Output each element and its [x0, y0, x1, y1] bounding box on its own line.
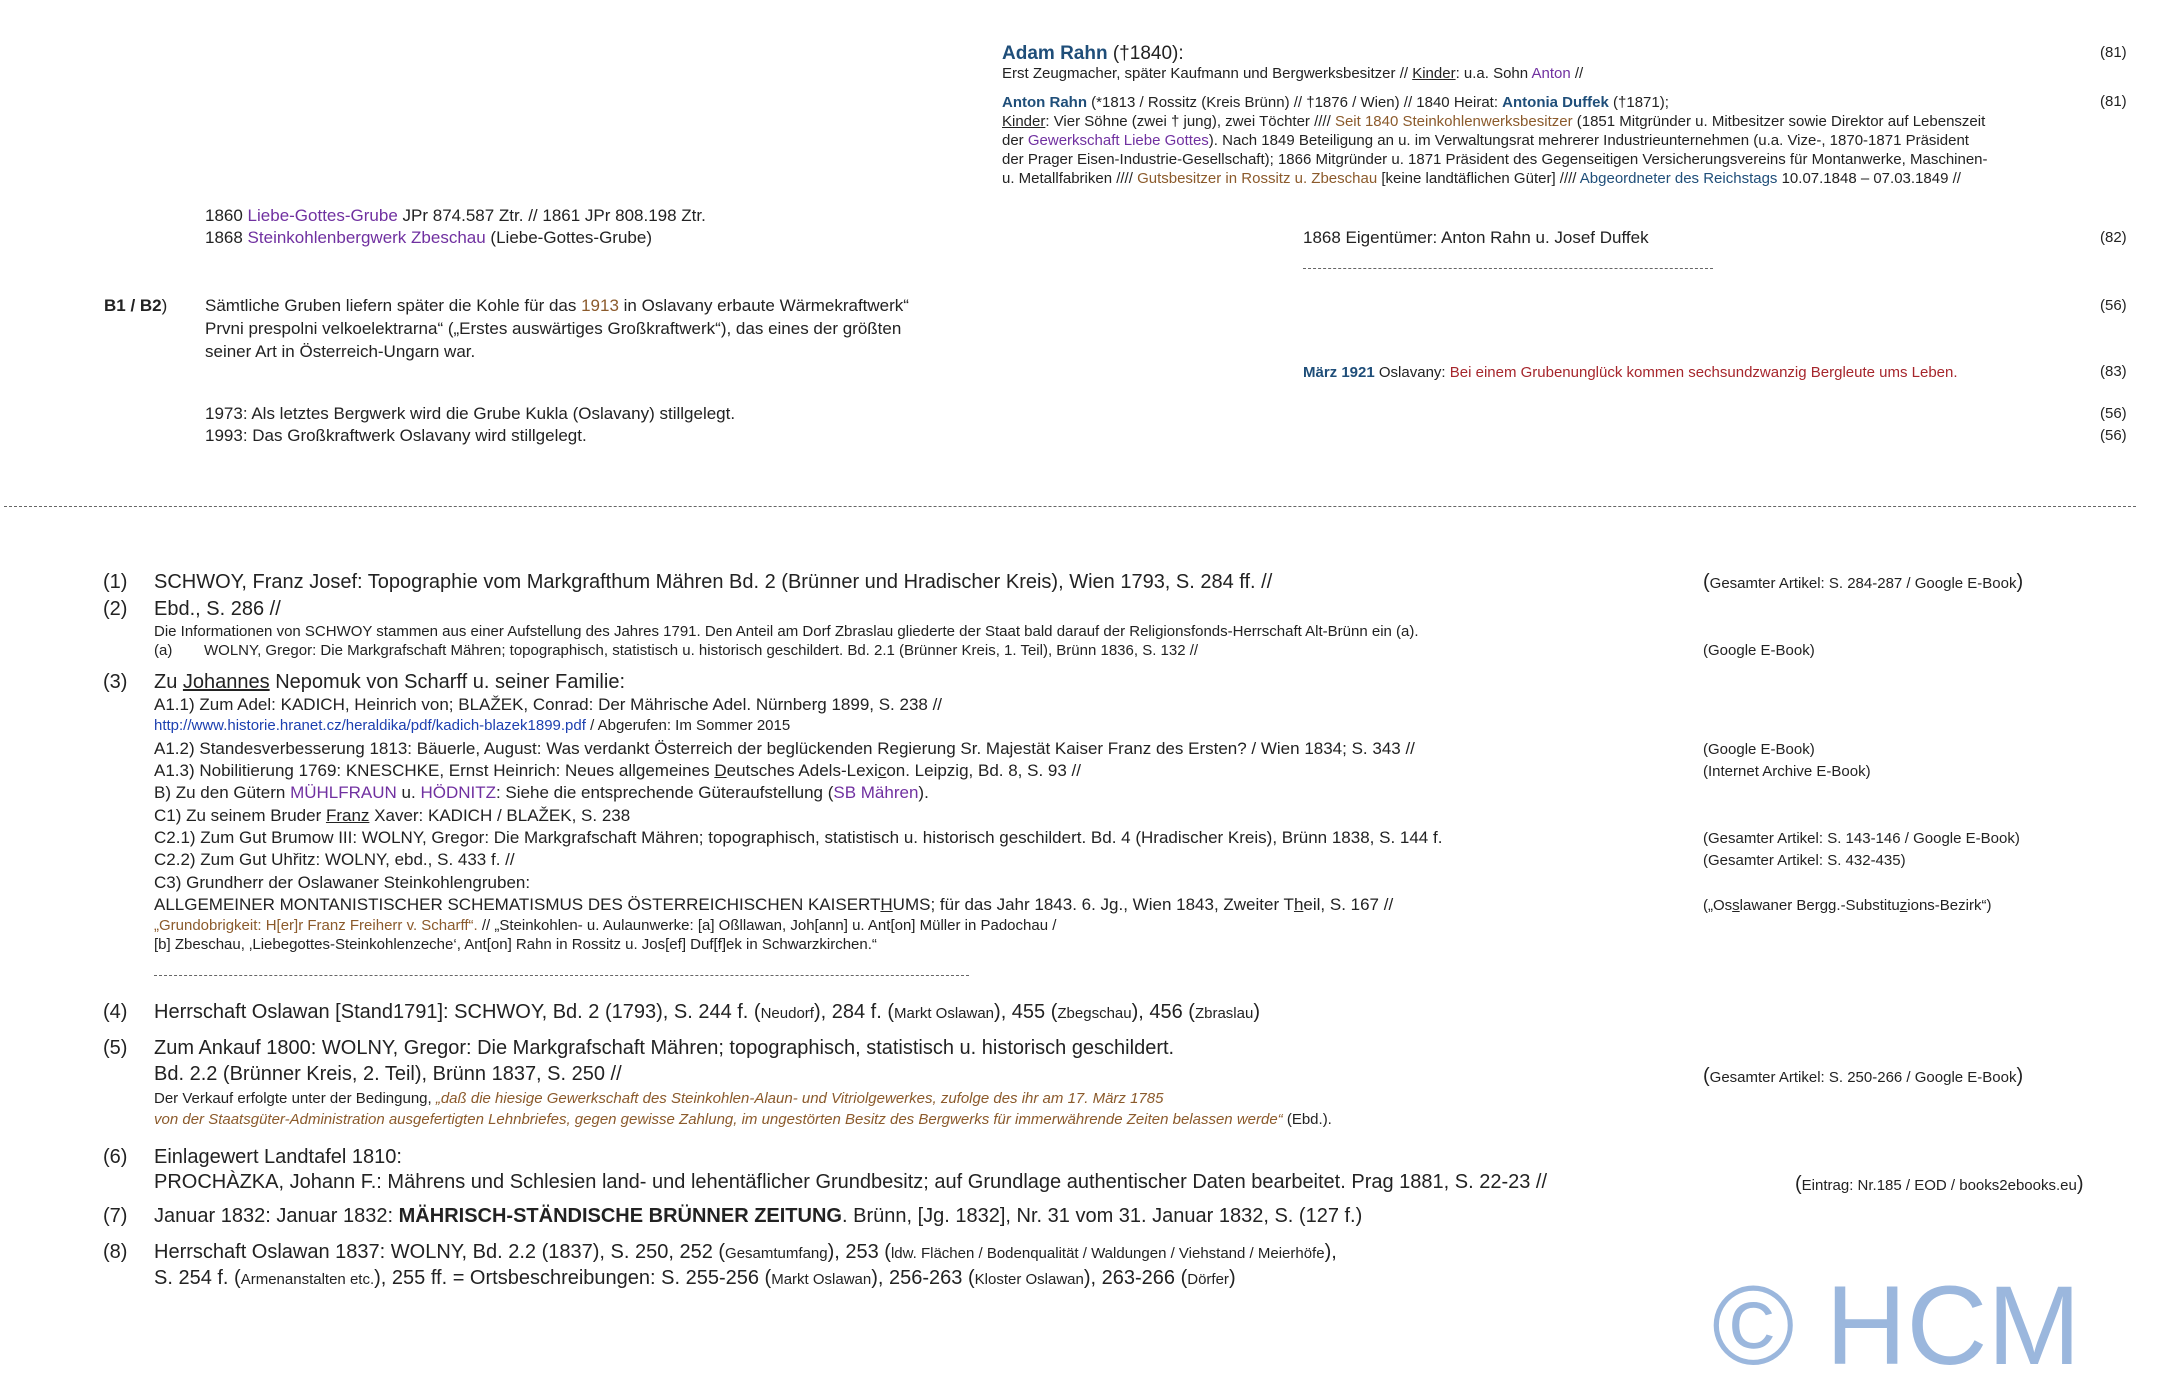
- ref-number-81b: (81): [2100, 93, 2127, 110]
- note-3-link-line: http://www.historie.hranet.cz/heraldika/pdf/kadich-blazek1899.pdf / Abgerufen: Im Sommer 2015: [154, 717, 791, 734]
- ref-number-56c: (56): [2100, 427, 2127, 444]
- note-5-sub1: Der Verkauf erfolgte unter der Bedingung, „daß die hiesige Gewerkschaft des Steinkohlen-Alaun- und Vitriolgewerkes, zufolge des ihr am 17. März 1785: [154, 1090, 1164, 1107]
- note-number-8: (8): [103, 1241, 128, 1263]
- note-3-c22: C2.2) Zum Gut Uhřitz: WOLNY, ebd., S. 433 f. //: [154, 850, 515, 869]
- note-6-source: (Eintrag: Nr.185 / EOD / books2ebooks.eu): [1795, 1173, 2084, 1195]
- note-1-source: (Gesamter Artikel: S. 284-287 / Google E-Book): [1703, 571, 2024, 593]
- line-1993: 1993: Das Großkraftwerk Oslavany wird stillgelegt.: [205, 426, 587, 445]
- adam-rahn-heading: Adam Rahn (†1840):: [1002, 43, 1184, 64]
- note-5-source: (Gesamter Artikel: S. 250-266 / Google E-Book): [1703, 1065, 2024, 1087]
- note-1-text: SCHWOY, Franz Josef: Topographie vom Markgrafthum Mähren Bd. 2 (Brünner und Hradischer Kreis), Wien 1793, S. 284 ff. //: [154, 571, 1273, 593]
- line-1868: 1868 Steinkohlenbergwerk Zbeschau (Liebe-Gottes-Grube): [205, 228, 652, 247]
- anton-rahn-line5: u. Metallfabriken //// Gutsbesitzer in Rossitz u. Zbeschau [keine landtäflichen Güter] //// Abgeordneter des Reichstags 10.07.1848 – 07.03.1849 //: [1002, 170, 1961, 187]
- power-plant-line1: Sämtliche Gruben liefern später die Kohle für das 1913 in Oslavany erbaute Wärmekraftwerk“: [205, 296, 909, 315]
- note-5-line1: Zum Ankauf 1800: WOLNY, Gregor: Die Markgrafschaft Mähren; topographisch, statistisch u. historisch geschildert.: [154, 1037, 1175, 1059]
- note-number-7: (7): [103, 1205, 128, 1227]
- march-1921-accident: März 1921 Oslavany: Bei einem Grubenunglück kommen sechsundzwanzig Bergleute ums Leben.: [1303, 364, 1958, 381]
- copyright-watermark: © HCM: [1712, 1263, 2081, 1388]
- note-3-heading: Zu Johannes Nepomuk von Scharff u. seiner Familie:: [154, 671, 625, 693]
- anton-rahn-line3: der Gewerkschaft Liebe Gottes). Nach 1849 Beteiligung an u. im Verwaltungsrat mehrerer Industrieunternehmen (u.a. Vize-, 1870-1871 Präsident: [1002, 132, 1969, 149]
- note-3-a12-source: (Google E-Book): [1703, 741, 1815, 758]
- note-6-line2: PROCHÀZKA, Johann F.: Mährens und Schlesien land- und lehentäflicher Grundbesitz; auf Grundlage authentischer Daten bearbeitet. Prag 1881, S. 22-23 //: [154, 1171, 1548, 1193]
- adam-rahn-desc: Erst Zeugmacher, später Kaufmann und Bergwerksbesitzer // Kinder: u.a. Sohn Anton //: [1002, 65, 1584, 82]
- note-number-1: (1): [103, 571, 128, 593]
- note-4-text: Herrschaft Oslawan [Stand1791]: SCHWOY, Bd. 2 (1793), S. 244 f. (Neudorf), 284 f. (Markt Oslawan), 455 (Zbegschau), 456 (Zbraslau): [154, 1001, 1260, 1023]
- note-3-schematismus-source: („Osslawaner Bergg.-Substituzions-Bezirk“): [1703, 897, 1992, 914]
- note-6-line1: Einlagewert Landtafel 1810:: [154, 1146, 402, 1168]
- power-plant-line2: Prvni prespolni velkoelektrarna“ („Erstes auswärtiges Großkraftwerk“), das eines der größten: [205, 319, 902, 338]
- note-2-a-label: (a): [154, 642, 173, 659]
- note-3-a13-source: (Internet Archive E-Book): [1703, 763, 1871, 780]
- note-8-line2: S. 254 f. (Armenanstalten etc.), 255 ff. = Ortsbeschreibungen: S. 255-256 (Markt Oslawan), 256-263 (Kloster Oslawan), 263-266 (Dörfer): [154, 1267, 1236, 1289]
- note-3-quote2: [b] Zbeschau, ‚Liebegottes-Steinkohlenzeche‘, Ant[on] Rahn in Rossitz u. Jos[ef] Duf[f]ek in Schwarzkirchen.“: [154, 936, 877, 953]
- note-5-sub2: von der Staatsgüter-Administration ausgefertigten Lehnbriefes, gegen gewisse Zahlung, im ungestörten Besitz des Bergwerks für immerwährende Zeiten belassen werde“ (Ebd.).: [154, 1111, 1332, 1128]
- note-5-line2: Bd. 2.2 (Brünner Kreis, 2. Teil), Brünn 1837, S. 250 //: [154, 1063, 622, 1085]
- line-1860: 1860 Liebe-Gottes-Grube JPr 874.587 Ztr. // 1861 JPr 808.198 Ztr.: [205, 206, 706, 225]
- ref-number-81a: (81): [2100, 44, 2127, 61]
- note-number-3: (3): [103, 671, 128, 693]
- note-number-6: (6): [103, 1146, 128, 1168]
- note-number-4: (4): [103, 1001, 128, 1023]
- divider-short: [1303, 268, 1713, 269]
- note-8-line1: Herrschaft Oslawan 1837: WOLNY, Bd. 2.2 (1837), S. 250, 252 (Gesamtumfang), 253 (ldw. Flächen / Bodenqualität / Waldungen / Viehstand / Meierhöfe),: [154, 1241, 1337, 1263]
- note-3-c1: C1) Zu seinem Bruder Franz Xaver: KADICH / BLAŽEK, S. 238: [154, 806, 631, 825]
- note-3-schematismus: ALLGEMEINER MONTANISTISCHER SCHEMATISMUS DES ÖSTERREICHISCHEN KAISERTHUMS; für das Jahr 1843. 6. Jg., Wien 1843, Zweiter Theil, S. 167 //: [154, 895, 1394, 914]
- note-3-c21: C2.1) Zum Gut Brumow III: WOLNY, Gregor: Die Markgrafschaft Mähren; topographisch, statistisch u. historisch geschildert. Bd. 4 (Hradischer Kreis), Brünn 1838, S. 144 f.: [154, 828, 1443, 847]
- anton-rahn-line1: Anton Rahn (*1813 / Rossitz (Kreis Brünn) // †1876 / Wien) // 1840 Heirat: Antonia Duffek (†1871);: [1002, 94, 1669, 111]
- line-1973: 1973: Als letztes Bergwerk wird die Grube Kukla (Oslavany) stillgelegt.: [205, 404, 736, 423]
- note-3-c21-source: (Gesamter Artikel: S. 143-146 / Google E-Book): [1703, 830, 2020, 847]
- note-number-5: (5): [103, 1037, 128, 1059]
- kadich-blazek-link[interactable]: http://www.historie.hranet.cz/heraldika/pdf/kadich-blazek1899.pdf: [154, 717, 586, 734]
- ref-number-82: (82): [2100, 229, 2127, 246]
- note-3-c3: C3) Grundherr der Oslawaner Steinkohlengruben:: [154, 873, 531, 892]
- note-2-sub: Die Informationen von SCHWOY stammen aus einer Aufstellung des Jahres 1791. Den Anteil am Dorf Zbraslau gliederte der Staat bald darauf der Religionsfonds-Herrschaft Alt-Brünn ein (a).: [154, 623, 1419, 640]
- divider-main: [4, 506, 2136, 507]
- note-2-text: Ebd., S. 286 //: [154, 598, 281, 620]
- section-b1-b2: B1 / B2): [104, 296, 168, 315]
- note-3-a13: A1.3) Nobilitierung 1769: KNESCHKE, Ernst Heinrich: Neues allgemeines Deutsches Adels-Lexicon. Leipzig, Bd. 8, S. 93 //: [154, 761, 1081, 780]
- note-3-quote1: „Grundobrigkeit: H[er]r Franz Freiherr v. Scharff“. // „Steinkohlen- u. Aulaunwerke: [a] Oßllawan, Joh[ann] u. Ant[on] Müller in Padochau /: [154, 917, 1057, 934]
- note-7-text: Januar 1832: Januar 1832: MÄHRISCH-STÄNDISCHE BRÜNNER ZEITUNG. Brünn, [Jg. 1832], Nr. 31 vom 31. Januar 1832, S. (127 f.): [154, 1205, 1363, 1227]
- note-number-2: (2): [103, 598, 128, 620]
- ref-number-56b: (56): [2100, 405, 2127, 422]
- anton-rahn-line4: der Prager Eisen-Industrie-Gesellschaft); 1866 Mitgründer u. 1871 Präsident des Gegenseitigen Versicherungsvereins für Montanwerke, Maschinen-: [1002, 151, 1988, 168]
- note-2-a-text: WOLNY, Gregor: Die Markgrafschaft Mähren; topographisch, statistisch u. historisch geschildert. Bd. 2.1 (Brünner Kreis, 1. Teil), Brünn 1836, S. 132 //: [204, 642, 1199, 659]
- note-3-a11: A1.1) Zum Adel: KADICH, Heinrich von; BLAŽEK, Conrad: Der Mährische Adel. Nürnberg 1899, S. 238 //: [154, 695, 943, 714]
- note-3-a12: A1.2) Standesverbesserung 1813: Bäuerle, August: Was verdankt Österreich der beglückenden Regierung Sr. Majestät Kaiser Franz des Ersten? / Wien 1834; S. 343 //: [154, 739, 1415, 758]
- divider-note-3: [154, 975, 969, 976]
- note-3-c22-source: (Gesamter Artikel: S. 432-435): [1703, 852, 1906, 869]
- power-plant-line3: seiner Art in Österreich-Ungarn war.: [205, 342, 476, 361]
- note-3-b: B) Zu den Gütern MÜHLFRAUN u. HÖDNITZ: Siehe die entsprechende Güteraufstellung (SB Mähren).: [154, 783, 929, 802]
- ref-number-56a: (56): [2100, 297, 2127, 314]
- owner-1868: 1868 Eigentümer: Anton Rahn u. Josef Duffek: [1303, 228, 1649, 247]
- ref-number-83: (83): [2100, 363, 2127, 380]
- note-2-source: (Google E-Book): [1703, 642, 1815, 659]
- anton-rahn-line2: Kinder: Vier Söhne (zwei † jung), zwei Töchter //// Seit 1840 Steinkohlenwerksbesitzer (1851 Mitgründer u. Mitbesitzer sowie Direktor auf Lebenszeit: [1002, 113, 1986, 130]
